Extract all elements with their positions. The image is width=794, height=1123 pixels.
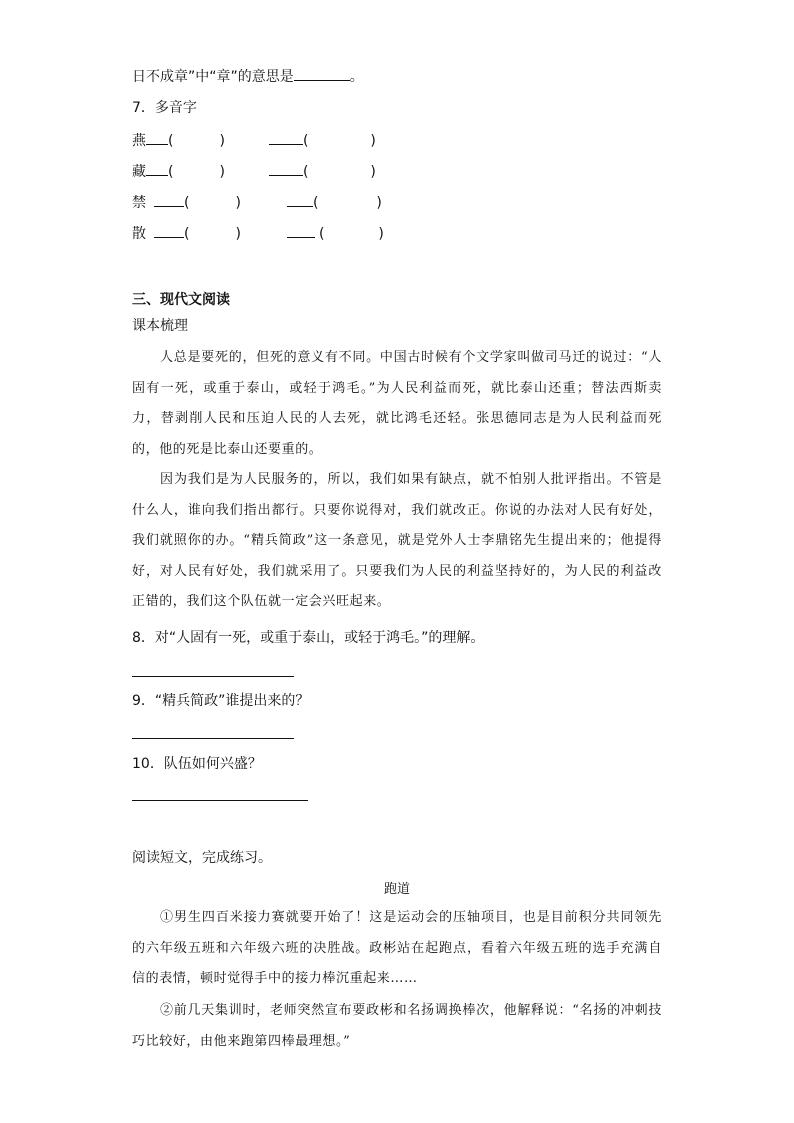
polyphone-row: 燕 ( ) ( ) [132,130,376,151]
answer-line[interactable] [132,676,294,677]
answer-blank[interactable] [269,161,303,176]
passage-title: 跑道 [383,882,410,897]
question-6-text: 日不成章”中“章”的意思是 [132,69,294,85]
question-9: 9．“精兵简政”谁提出来的？ [132,693,310,709]
answer-line[interactable] [132,738,294,739]
question-6-fragment: 日不成章”中“章”的意思是 。 [132,66,364,87]
reading-paragraph: 人总是要死的，但死的意义有不同。中国古时候有个文学家叫做司马迁的说过：“人固有一死，或重于泰山，或轻于鸿毛。”为人民利益而死，就比泰山还重；替法西斯卖力，替剥削人民和压迫人民的人去死，就比鸿毛还轻。张思德同志是为人民利益而死的，他的死是比泰山还要重的。 [132,350,662,457]
reading-paragraph: ②前几天集训时，老师突然宣布要政彬和名扬调换棒次，他解释说：“名扬的冲刺技巧比较好，由他来跑第四棒最理想。” [132,1003,662,1049]
polyphone-char: 燕 [132,133,146,149]
answer-blank[interactable] [287,223,315,238]
polyphone-char: 禁 [132,195,146,211]
question-10: 10．队伍如何兴盛？ [132,756,262,772]
reading-paragraph: 因为我们是为人民服务的，所以，我们如果有缺点，就不怕别人批评指出。不管是什么人，谁向我们指出都行。只要你说得对，我们就改正。你说的办法对人民有好处，我们就照你的办。“精兵简政”这一条意见，就是党外人士李鼎铭先生提出来的；他提得好，对人民有好处，我们就采用了。只要我们为人民的利益坚持好的，为人民的利益改正错的，我们这个队伍就一定会兴旺起来。 [132,472,662,609]
answer-blank[interactable] [294,66,350,81]
polyphone-row: 禁 ( ) ( ) [132,192,382,213]
answer-line[interactable] [132,800,308,801]
question-8: 8．对“人固有一死，或重于泰山，或轻于鸿毛。”的理解。 [132,630,485,646]
reading-paragraph: ①男生四百米接力赛就要开始了！这是运动会的压轴项目，也是目前积分共同领先的六年级五班和六年级六班的决胜战。政彬站在起跑点，看着六年级五班的选手充满自信的表情，顿时觉得手中的接力棒沉重起来…… [132,910,662,986]
answer-blank[interactable] [154,192,184,207]
question-7-title: 7．多音字 [132,100,197,116]
polyphone-row: 散 ( ) ( ) [132,223,384,244]
answer-blank[interactable] [146,130,168,145]
polyphone-row: 藏 ( ) ( ) [132,161,376,182]
answer-blank[interactable] [287,192,313,207]
answer-blank[interactable] [269,130,303,145]
reading-instruction: 阅读短文，完成练习。 [132,850,272,866]
section-heading: 三、现代文阅读 [132,292,230,308]
answer-blank[interactable] [146,161,168,176]
polyphone-char: 散 [132,226,146,242]
section-subheading: 课本梳理 [132,318,188,334]
answer-blank[interactable] [154,223,184,238]
polyphone-char: 藏 [132,164,146,180]
